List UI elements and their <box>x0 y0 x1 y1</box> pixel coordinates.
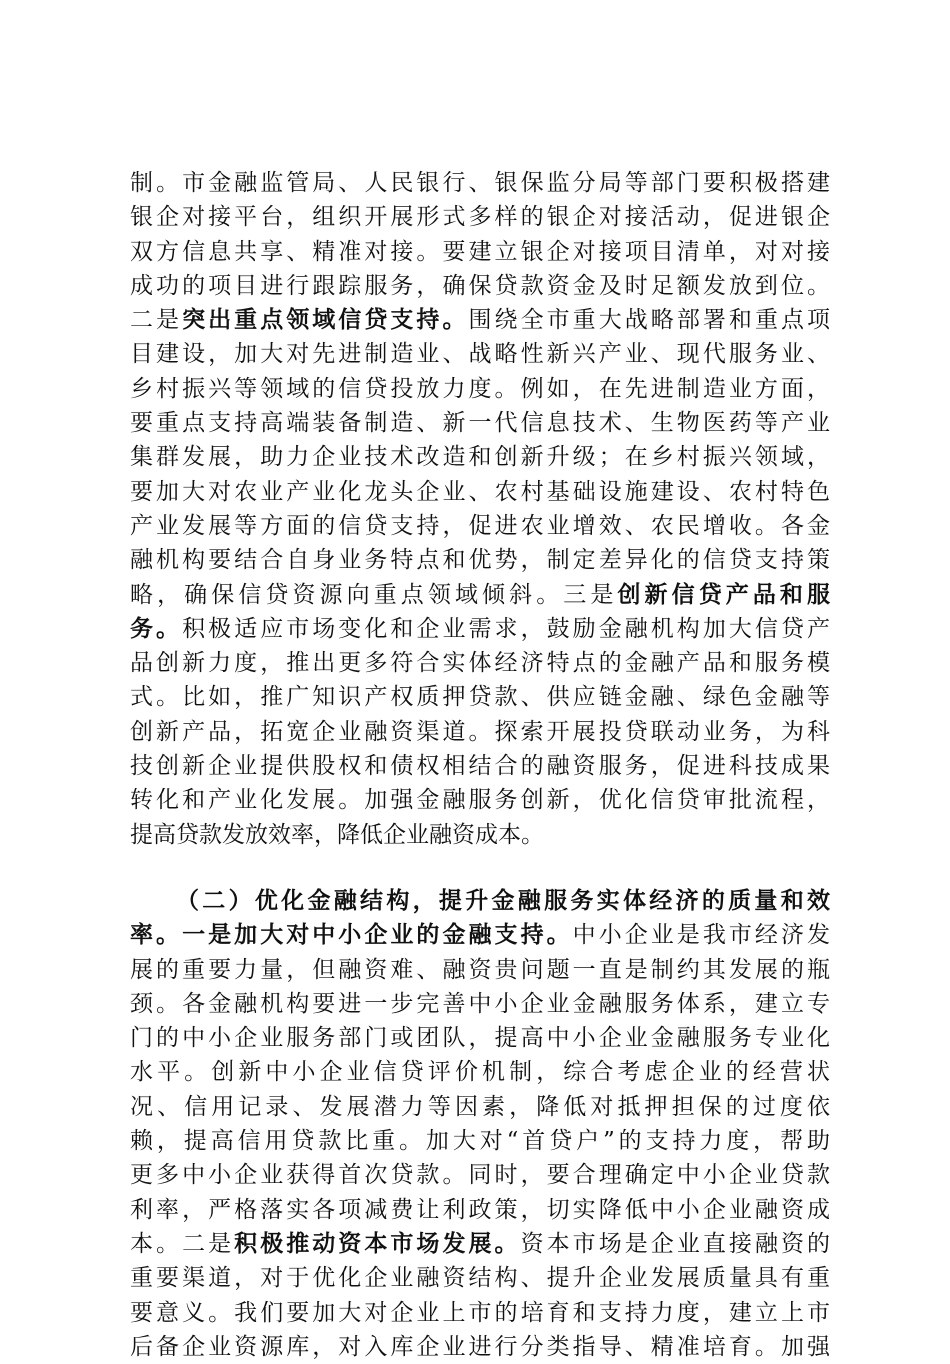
text-line <box>130 578 830 612</box>
text-line: 转化和产业化发展。加强金融服务创新，优化信贷审批流程， <box>130 787 830 814</box>
text-line: 制。市金融监管局、人民银行、银保监分局等部门要积极搭建 <box>130 170 830 196</box>
text-line: 要重点支持高端装备制造、新一代信息技术、生物医药等产业 <box>130 410 830 437</box>
text-line: 品创新力度，推出更多符合实体经济特点的金融产品和服务模 <box>130 650 830 677</box>
document-body <box>130 166 830 1364</box>
text-line: 乡村振兴等领域的信贷投放力度。例如，在先进制造业方面， <box>130 375 830 402</box>
bold-heading-innovation-end: 务。 <box>130 614 183 642</box>
text-run: 积极适应市场变化和企业需求，鼓励金融机构加大信贷产 <box>182 615 830 642</box>
text-line: 赖，提高信用贷款比重。加大对“首贷户”的支持力度，帮助 <box>130 1128 830 1155</box>
text-run: 资本市场是企业直接融资的 <box>520 1230 830 1257</box>
text-line: 创新产品，拓宽企业融资渠道。探索开展投贷联动业务，为科 <box>130 718 830 745</box>
paragraph-gap <box>130 852 830 884</box>
text-line: 更多中小企业获得首次贷款。同时，要合理确定中小企业贷款 <box>130 1162 830 1189</box>
paragraph-credit-support <box>130 166 830 852</box>
text-line: 后备企业资源库，对入库企业进行分类指导、精准培育。加强 <box>130 1333 830 1360</box>
text-line: 双方信息共享、精准对接。要建立银企对接项目清单，对对接 <box>130 238 830 265</box>
text-line: 成功的项目进行跟踪服务，确保贷款资金及时足额发放到位。 <box>130 272 830 299</box>
text-line: 颈。各金融机构要进一步完善中小企业金融服务体系，建立专 <box>130 990 830 1017</box>
text-line <box>130 1227 830 1261</box>
text-line: 融机构要结合自身业务特点和优势，制定差异化的信贷支持策 <box>130 547 830 574</box>
text-line <box>130 918 830 952</box>
text-line: 重要渠道，对于优化企业融资结构、提升企业发展质量具有重 <box>130 1265 830 1292</box>
text-run: 二是 <box>130 307 183 334</box>
text-line: 提高贷款发放效率，降低企业融资成本。 <box>130 821 544 848</box>
text-line: 展的重要力量，但融资难、融资贵问题一直是制约其发展的瓶 <box>130 956 830 983</box>
bold-heading-innovation: 创新信贷产品和服 <box>617 580 830 608</box>
bold-heading-key-areas: 突出重点领域信贷支持。 <box>182 306 469 334</box>
bold-heading-sme-support: 率。一是加大对中小企业的金融支持。 <box>130 921 573 949</box>
text-line: 水平。创新中小企业信贷评价机制，综合考虑企业的经营状 <box>130 1059 830 1086</box>
text-line: 利率，严格落实各项减费让利政策，切实降低中小企业融资成 <box>130 1196 830 1223</box>
text-run: 本。二是 <box>130 1230 235 1257</box>
text-line: 产业发展等方面的信贷支持，促进农业增效、农民增收。各金 <box>130 512 830 539</box>
section-heading: （二）优化金融结构，提升金融服务实体经济的质量和效 <box>176 886 830 914</box>
text-line: 要加大对农业产业化龙头企业、农村基础设施建设、农村特色 <box>130 478 830 505</box>
text-line: 技创新企业提供股权和债权相结合的融资服务，促进科技成果 <box>130 753 830 780</box>
text-run: 中小企业是我市经济发 <box>572 922 830 949</box>
text-line: 况、信用记录、发展潜力等因素，降低对抵押担保的过度依 <box>130 1093 830 1120</box>
text-line: 门的中小企业服务部门或团队，提高中小企业金融服务专业化 <box>130 1025 830 1052</box>
text-line: 要意义。我们要加大对企业上市的培育和支持力度，建立上市 <box>130 1299 830 1326</box>
text-line: 目建设，加大对先进制造业、战略性新兴产业、现代服务业、 <box>130 341 830 368</box>
text-line: 银企对接平台，组织开展形式多样的银企对接活动，促进银企 <box>130 204 830 231</box>
text-line: 集群发展，助力企业技术改造和创新升级；在乡村振兴领域， <box>130 444 830 471</box>
text-line <box>130 612 830 646</box>
text-line <box>130 303 830 337</box>
text-run: 略，确保信贷资源向重点领域倾斜。三是 <box>130 581 618 608</box>
text-run: 围绕全市重大战略部署和重点项 <box>468 307 830 334</box>
paragraph-financial-structure <box>130 884 830 1364</box>
bold-heading-capital-market: 积极推动资本市场发展。 <box>234 1229 521 1257</box>
text-line: 式。比如，推广知识产权质押贷款、供应链金融、绿色金融等 <box>130 684 830 711</box>
